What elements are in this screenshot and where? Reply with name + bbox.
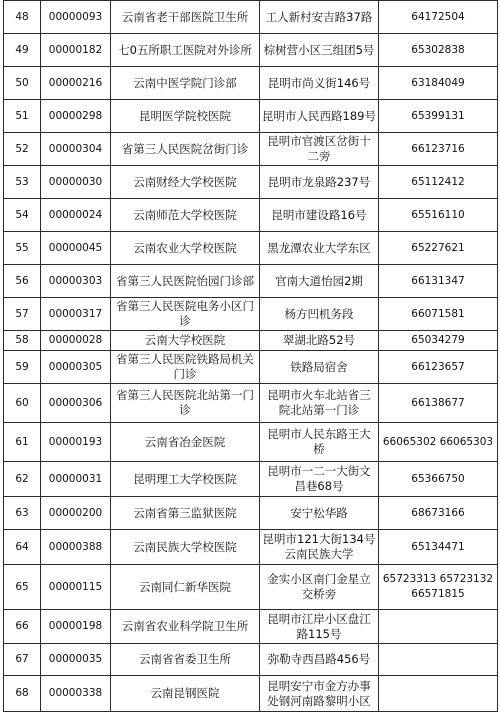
institution-code: 00000317: [41, 298, 111, 331]
institution-address: 昆明市121大街134号云南民族大学: [260, 530, 379, 565]
institution-phone: 66131347: [379, 265, 498, 298]
row-number: 49: [4, 34, 41, 67]
institution-phone: 65366750: [379, 462, 498, 497]
institution-code: 00000093: [41, 1, 111, 34]
table-row: [4, 199, 498, 232]
institution-address: 昆明市人民西路189号: [260, 100, 379, 133]
row-number: 58: [4, 331, 41, 351]
institution-phone: 66123716: [379, 133, 498, 166]
table-row: [4, 34, 498, 67]
row-number: 63: [4, 497, 41, 530]
institution-phone: 68673166: [379, 497, 498, 530]
row-number: 67: [4, 644, 41, 676]
institution-address: 铁路局宿舍: [260, 351, 379, 384]
row-number: 65: [4, 565, 41, 610]
institution-address: 工人新村安吉路37路: [260, 1, 379, 34]
institution-phone: 65302838: [379, 34, 498, 67]
row-number: 53: [4, 166, 41, 199]
institution-phone: [379, 610, 498, 644]
table-row: [4, 610, 498, 644]
institution-address: 杨方凹机务段: [260, 298, 379, 331]
institution-name: 云南省农业科学院卫生所: [111, 610, 260, 644]
institution-name: 云南昆钢医院: [111, 676, 260, 712]
institution-code: 00000216: [41, 67, 111, 100]
row-number: 48: [4, 1, 41, 34]
table-row: [4, 67, 498, 100]
institution-name: 云南民族大学校医院: [111, 530, 260, 565]
institution-name: 云南师范大学校医院: [111, 199, 260, 232]
table-row: [4, 462, 498, 497]
institution-code: 00000182: [41, 34, 111, 67]
institution-address: 昆明市建设路16号: [260, 199, 379, 232]
institution-address: 安宁松华路: [260, 497, 379, 530]
institution-name: 云南省老干部医院卫生所: [111, 1, 260, 34]
institution-name: 省第三人民医院岔街门诊: [111, 133, 260, 166]
institution-address: 黑龙潭农业大学东区: [260, 232, 379, 265]
institution-address: 昆明市人民东路王大桥: [260, 423, 379, 462]
institution-name: 云南省第三监狱医院: [111, 497, 260, 530]
institution-address: 昆明市一二一大街文昌巷68号: [260, 462, 379, 497]
institution-name: 云南大学校医院: [111, 331, 260, 351]
institution-phone: 64172504: [379, 1, 498, 34]
institution-name: 省第三人民医院铁路局机关门诊: [111, 351, 260, 384]
institution-code: 00000028: [41, 331, 111, 351]
row-number: 56: [4, 265, 41, 298]
institution-name: 昆明医学院校医院: [111, 100, 260, 133]
institution-code: 00000298: [41, 100, 111, 133]
institution-name: 云南同仁新华医院: [111, 565, 260, 610]
table-row: [4, 232, 498, 265]
institution-phone: [379, 644, 498, 676]
table-row: [4, 565, 498, 610]
institution-code: 00000115: [41, 565, 111, 610]
institution-code: 00000045: [41, 232, 111, 265]
institution-phone: 66123657: [379, 351, 498, 384]
row-number: 54: [4, 199, 41, 232]
institution-phone: [379, 676, 498, 712]
institution-phone: 66065302 66065303: [379, 423, 498, 462]
institution-name: 云南财经大学校医院: [111, 166, 260, 199]
table-row: [4, 644, 498, 676]
institution-code: 00000035: [41, 644, 111, 676]
institution-phone: 66138677: [379, 384, 498, 423]
institution-code: 00000198: [41, 610, 111, 644]
institution-address: 昆明市江岸小区盘江路115号: [260, 610, 379, 644]
row-number: 61: [4, 423, 41, 462]
row-number: 66: [4, 610, 41, 644]
table-row: [4, 351, 498, 384]
clinic-table: [3, 0, 498, 712]
institution-code: 00000200: [41, 497, 111, 530]
table-row: [4, 1, 498, 34]
institution-phone: 65516110: [379, 199, 498, 232]
institution-name: 七0五所职工医院对外诊所: [111, 34, 260, 67]
institution-phone: 65134471: [379, 530, 498, 565]
institution-address: 棕树营小区三组团5号: [260, 34, 379, 67]
row-number: 50: [4, 67, 41, 100]
table-row: [4, 676, 498, 712]
table-row: [4, 423, 498, 462]
institution-code: 00000306: [41, 384, 111, 423]
row-number: 68: [4, 676, 41, 712]
institution-code: 00000193: [41, 423, 111, 462]
row-number: 51: [4, 100, 41, 133]
institution-name: 省第三人民医院北站第一门诊: [111, 384, 260, 423]
institution-phone: 65227621: [379, 232, 498, 265]
row-number: 55: [4, 232, 41, 265]
institution-code: 00000030: [41, 166, 111, 199]
institution-address: 昆明市官渡区岔街十二旁: [260, 133, 379, 166]
row-number: 59: [4, 351, 41, 384]
row-number: 62: [4, 462, 41, 497]
table-row: [4, 530, 498, 565]
row-number: 52: [4, 133, 41, 166]
table-row: [4, 265, 498, 298]
institution-name: 云南农业大学校医院: [111, 232, 260, 265]
institution-code: 00000303: [41, 265, 111, 298]
institution-code: 00000338: [41, 676, 111, 712]
row-number: 60: [4, 384, 41, 423]
table-row: [4, 166, 498, 199]
institution-name: 昆明理工大学校医院: [111, 462, 260, 497]
table-row: [4, 100, 498, 133]
institution-address: 金实小区南门金星立交桥旁: [260, 565, 379, 610]
table-row: [4, 384, 498, 423]
institution-phone: 65723313 65723132 66571815: [379, 565, 498, 610]
institution-code: 00000031: [41, 462, 111, 497]
institution-code: 00000304: [41, 133, 111, 166]
institution-name: 云南省冶金医院: [111, 423, 260, 462]
institution-phone: 65112412: [379, 166, 498, 199]
institution-address: 昆明市龙泉路237号: [260, 166, 379, 199]
table-row: [4, 298, 498, 331]
institution-phone: 63184049: [379, 67, 498, 100]
institution-name: 云南中医学院门诊部: [111, 67, 260, 100]
table-row: [4, 497, 498, 530]
institution-address: 昆明安宁市金方办事处钢河南路黎明小区: [260, 676, 379, 712]
institution-code: 00000305: [41, 351, 111, 384]
institution-name: 省第三人民医院怡园门诊部: [111, 265, 260, 298]
institution-address: 昆明市尚义街146号: [260, 67, 379, 100]
table-row: [4, 331, 498, 351]
institution-phone: 66071581: [379, 298, 498, 331]
institution-phone: 65034279: [379, 331, 498, 351]
institution-address: 翠湖北路52号: [260, 331, 379, 351]
institution-code: 00000388: [41, 530, 111, 565]
institution-phone: 65399131: [379, 100, 498, 133]
institution-address: 弥勒寺西昌路456号: [260, 644, 379, 676]
table-row: [4, 133, 498, 166]
institution-name: 省第三人民医院电务小区门诊: [111, 298, 260, 331]
institution-code: 00000024: [41, 199, 111, 232]
institution-address: 官南大道怡园2期: [260, 265, 379, 298]
row-number: 57: [4, 298, 41, 331]
institution-name: 云南省省委卫生所: [111, 644, 260, 676]
institution-address: 昆明市火车北站省三院北站第一门诊: [260, 384, 379, 423]
row-number: 64: [4, 530, 41, 565]
